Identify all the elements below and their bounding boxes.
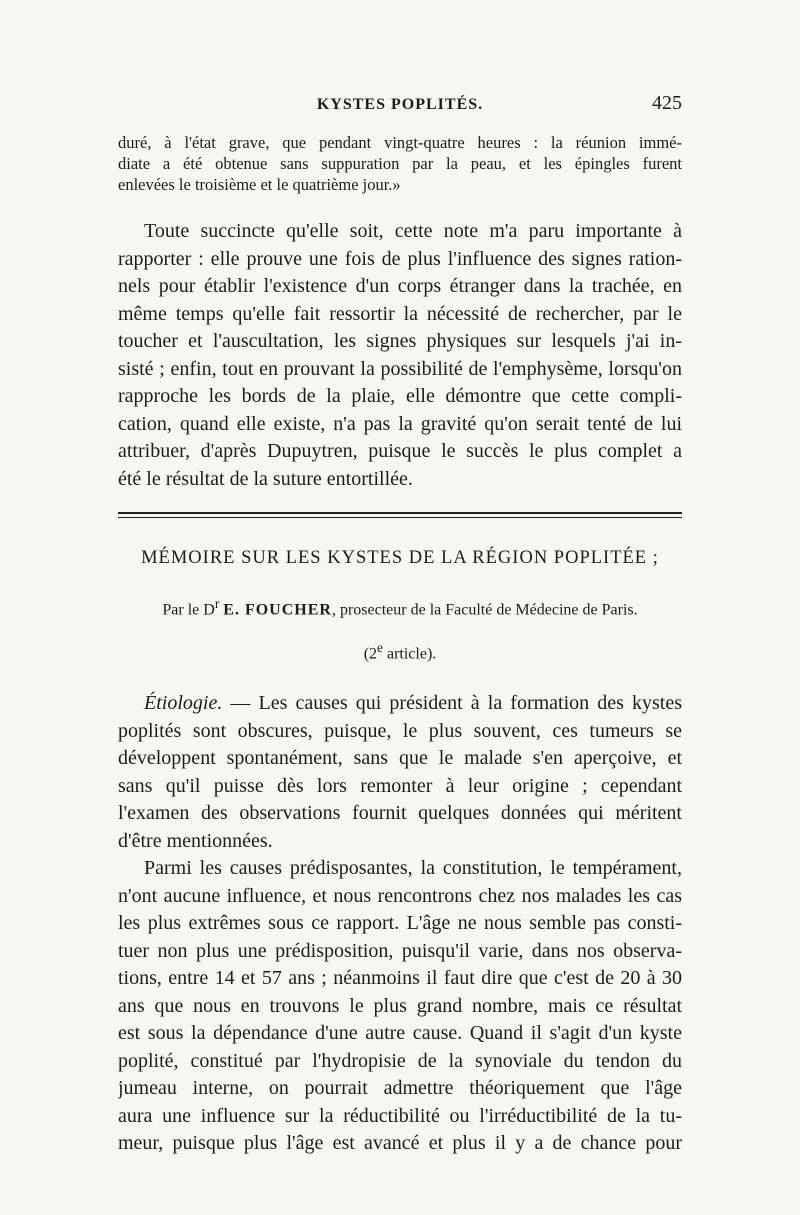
- byline-prefix: Par le D: [162, 601, 215, 619]
- text-line: été le résultat de la suture entortillée.: [118, 467, 413, 490]
- text-line: tions, entre 14 et 57 ans ; néanmoins il faut dire que c'est de 20 à 30: [118, 967, 682, 989]
- text-line: tuer non plus une prédisposition, puisqu'il varie, dans nos observa-: [118, 939, 682, 962]
- part-prefix: (2: [363, 645, 378, 663]
- text-line: diate a été obtenue sans suppuration par la peau, et les épingles furent: [118, 154, 682, 173]
- text-line: rapporter : elle prouve une fois de plus l'influence des signes ration-: [118, 247, 682, 270]
- byline-suffix: , prosecteur de la Faculté de Médecine de Paris.: [331, 601, 638, 619]
- text-line: ans que nous en trouvons le plus grand nombre, mais ce résultat: [118, 994, 682, 1017]
- text-line: jumeau interne, on pourrait admettre théoriquement que l'âge: [118, 1077, 682, 1099]
- text-line: cation, quand elle existe, n'a pas la gravité qu'on serait tenté de lui: [118, 412, 682, 435]
- paragraph-etiologie: [118, 690, 682, 855]
- part-suffix: article).: [382, 645, 437, 663]
- text-line: n'ont aucune influence, et nous rencontrons chez nos malades les cas: [118, 884, 682, 907]
- etiologie-heading: Étiologie.: [144, 692, 223, 714]
- text-line: d'être mentionnées.: [118, 829, 273, 852]
- text-line: poplité, constitué par l'hydropisie de la synoviale du tendon du: [118, 1049, 682, 1072]
- text-line: enlevées le troisième et le quatrième jour.»: [118, 175, 401, 194]
- page-number: 425: [652, 92, 682, 114]
- author-name: E. FOUCHER: [223, 601, 332, 619]
- text-line: Toute succincte qu'elle soit, cette note m'a paru importante à: [144, 220, 682, 242]
- text-line: meur, puisque plus l'âge est avancé et plus il y a de chance pour: [118, 1132, 682, 1154]
- text-line: aura une influence sur la réductibilité ou l'irréductibilité de la tu-: [118, 1104, 682, 1127]
- page-header: [118, 92, 682, 124]
- text-line: toucher et l'auscultation, les signes physiques sur lesquels j'ai in-: [118, 330, 682, 352]
- article-byline: [118, 596, 682, 619]
- paragraph-causes: [118, 855, 682, 1158]
- text-line: Parmi les causes prédisposantes, la constitution, le tempérament,: [144, 857, 682, 879]
- text-line: développent spontanément, sans que le malade s'en aperçoive, et: [118, 747, 682, 769]
- text-line: l'examen des observations fournit quelques données qui méritent: [118, 802, 682, 824]
- text-line: rapproche les bords de la plaie, elle démontre que cette compli-: [118, 385, 682, 407]
- text-line: sans qu'il puisse dès lors remonter à leur origine ; cependant: [118, 774, 682, 797]
- text-line: sisté ; enfin, tout en prouvant la possibilité de l'emphysème, lorsqu'on: [118, 357, 682, 380]
- text-line: nels pour établir l'existence d'un corps étranger dans la trachée, en: [118, 275, 682, 297]
- paragraph-note: [118, 218, 682, 493]
- text-line: poplités sont obscures, puisque, le plus souvent, ces tumeurs se: [118, 719, 682, 742]
- part-sup: e: [377, 640, 383, 655]
- article-part: [118, 640, 682, 663]
- text-line: [118, 690, 682, 718]
- text-line: attribuer, d'après Dupuytren, puisque le succès le plus complet a: [118, 440, 682, 462]
- text-line: duré, à l'état grave, que pendant vingt-quatre heures : la réunion immé-: [118, 133, 682, 152]
- section-rule-bottom: [118, 517, 682, 518]
- quote-paragraph: [118, 132, 682, 195]
- etiologie-lead: — Les causes qui président à la formation des kystes: [222, 692, 682, 714]
- byline-sup: r: [214, 596, 220, 611]
- text-line: même temps qu'elle fait ressortir la nécessité de rechercher, par le: [118, 302, 682, 325]
- running-head: KYSTES POPLITÉS.: [316, 96, 484, 113]
- text-line: est sous la dépendance d'une autre cause. Quand il s'agit d'un kyste: [118, 1022, 682, 1044]
- section-rule-top: [118, 512, 682, 514]
- article-title: MÉMOIRE SUR LES KYSTES DE LA RÉGION POPLITÉE ;: [141, 548, 659, 568]
- text-line: les plus extrêmes sous ce rapport. L'âge ne nous semble pas consti-: [118, 912, 682, 934]
